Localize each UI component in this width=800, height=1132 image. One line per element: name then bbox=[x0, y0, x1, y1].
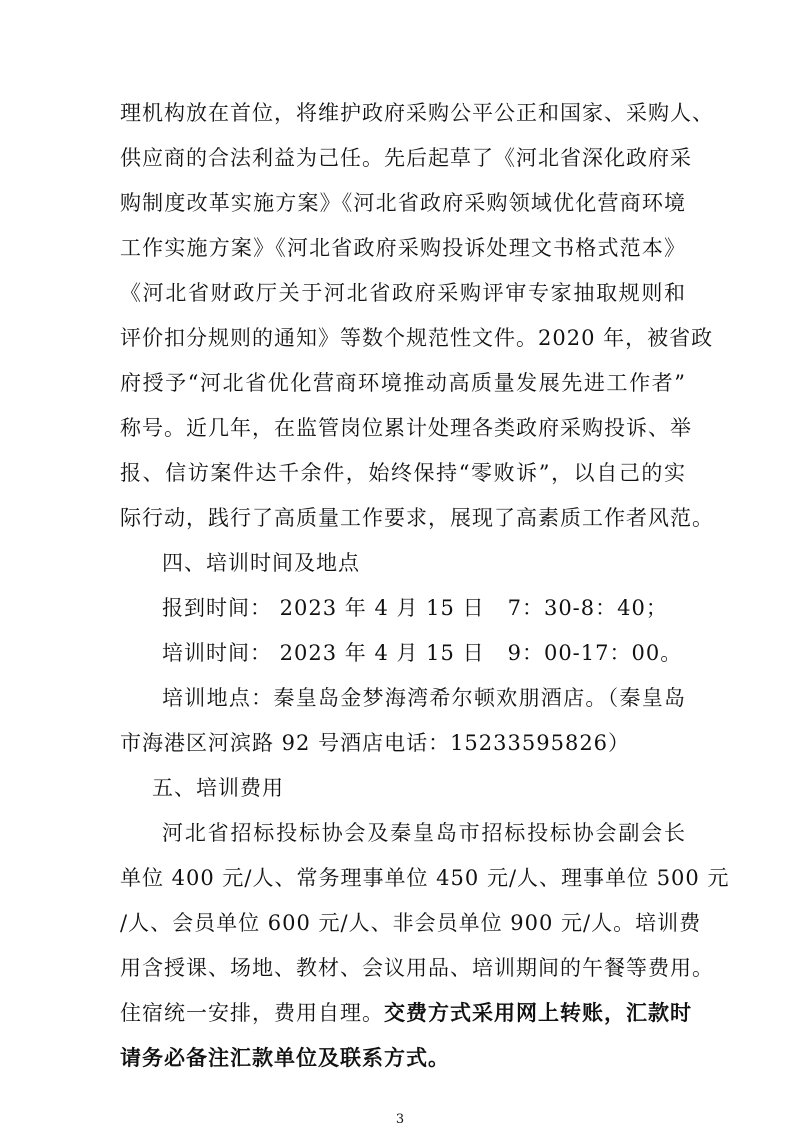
section-heading-5: 五、培训费用 bbox=[152, 776, 284, 800]
body-line: 称号。近几年，在监管岗位累计处理各类政府采购投诉、举 bbox=[120, 416, 692, 440]
fee-line: 用含授课、场地、教材、会议用品、培训期间的午餐等费用。 bbox=[120, 956, 714, 980]
body-line: 报、信访案件达千余件，始终保持“零败诉”，以自己的实 bbox=[120, 461, 686, 485]
register-time: 报到时间： 2023 年 4 月 15 日 7：30-8：40； bbox=[162, 596, 668, 620]
section-heading-4: 四、培训时间及地点 bbox=[162, 551, 360, 575]
body-line: 际行动，践行了高质量工作要求，展现了高素质工作者风范。 bbox=[120, 506, 714, 530]
training-location-cont: 市海港区河滨路 92 号酒店电话：15233595826） bbox=[120, 731, 631, 755]
fee-line: 单位 400 元/人、常务理事单位 450 元/人、理事单位 500 元 bbox=[120, 866, 730, 890]
payment-note-bold: 交费方式采用网上转账，汇款时 bbox=[384, 1000, 692, 1025]
body-line: 购制度改革实施方案》《河北省政府采购领域优化营商环境 bbox=[120, 191, 686, 215]
lodging-note: 住宿统一安排，费用自理。 bbox=[120, 1001, 384, 1025]
body-line: 评价扣分规则的通知》等数个规范性文件。2020 年，被省政 bbox=[120, 326, 714, 350]
training-location: 培训地点：秦皇岛金梦海湾希尔顿欢朋酒店。（秦皇岛 bbox=[162, 686, 686, 710]
fee-line: /人、会员单位 600 元/人、非会员单位 900 元/人。培训费 bbox=[120, 911, 702, 935]
body-line: 《河北省财政厅关于河北省政府采购评审专家抽取规则和 bbox=[120, 281, 686, 305]
page-number: 3 bbox=[395, 1112, 405, 1127]
training-time: 培训时间： 2023 年 4 月 15 日 9：00-17：00。 bbox=[162, 641, 683, 665]
body-line: 府授予“河北省优化营商环境推动高质量发展先进工作者” bbox=[120, 371, 686, 395]
body-line: 工作实施方案》《河北省政府采购投诉处理文书格式范本》 bbox=[120, 236, 686, 260]
body-line: 供应商的合法利益为己任。先后起草了《河北省深化政府采 bbox=[120, 146, 692, 170]
fee-line: 河北省招标投标协会及秦皇岛市招标投标协会副会长 bbox=[162, 821, 686, 845]
payment-note-bold-cont: 请务必备注汇款单位及联系方式。 bbox=[120, 1045, 450, 1070]
body-line: 理机构放在首位，将维护政府采购公平公正和国家、采购人、 bbox=[120, 101, 714, 125]
fee-payment-line bbox=[120, 997, 692, 1027]
